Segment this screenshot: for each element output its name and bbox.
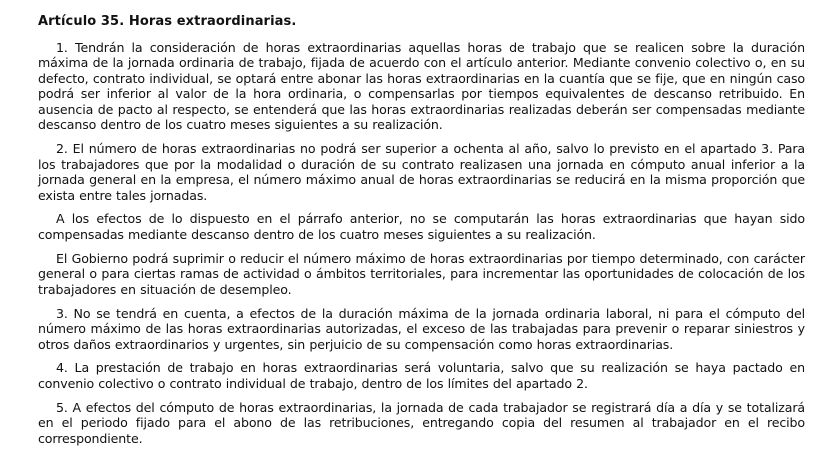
document-body — [38, 14, 805, 454]
paragraph-2-note: A los efectos de lo dispuesto en el párrafo anterior, no se computarán las horas extraordinarias que hayan sido compensadas mediante descanso dentro de los cuatro meses siguientes a su realización. — [38, 211, 805, 242]
paragraph-2-government: El Gobierno podrá suprimir o reducir el número máximo de horas extraordinarias por tiempo determinado, con carácter general o para ciertas ramas de actividad o ámbitos territoriales, para incrementar las oportunidades de colocación de los trabajadores en situación de desempleo. — [38, 250, 805, 297]
paragraph-1: 1. Tendrán la consideración de horas extraordinarias aquellas horas de trabajo que se realicen sobre la duración máxima de la jornada ordinaria de trabajo, fijada de acuerdo con el artículo anterior. Mediante convenio colectivo o, en su defecto, contrato individual, se optará entre abonar las horas extraordinarias en la cuantía que se fije, que en ningún caso podrá ser inferior al valor de la hora ordinaria, o compensarlas por tiempos equivalentes de descanso retribuido. En ausencia de pacto al respecto, se entenderá que las horas extraordinarias realizadas deberán ser compensadas mediante descanso dentro de los cuatro meses siguientes a su realización. — [38, 39, 805, 133]
article-title: Artículo 35. Horas extraordinarias. — [38, 14, 297, 29]
paragraph-5: 5. A efectos del cómputo de horas extraordinarias, la jornada de cada trabajador se registrará día a día y se totalizará en el periodo fijado para el abono de las retribuciones, entregando copia del resumen al trabajador en el recibo correspondiente. — [38, 399, 805, 446]
paragraph-4: 4. La prestación de trabajo en horas extraordinarias será voluntaria, salvo que su realización se haya pactado en convenio colectivo o contrato individual de trabajo, dentro de los límites del apartado 2. — [38, 360, 805, 391]
paragraph-2: 2. El número de horas extraordinarias no podrá ser superior a ochenta al año, salvo lo previsto en el apartado 3. Para los trabajadores que por la modalidad o duración de su contrato realizasen una jornada en cómputo anual inferior a la jornada general en la empresa, el número máximo anual de horas extraordinarias se reducirá en la misma proporción que exista entre tales jornadas. — [38, 141, 805, 203]
paragraph-3: 3. No se tendrá en cuenta, a efectos de la duración máxima de la jornada ordinaria laboral, ni para el cómputo del número máximo de las horas extraordinarias autorizadas, el exceso de las trabajadas para prevenir o reparar siniestros y otros daños extraordinarios y urgentes, sin perjuicio de su compensación como horas extraordinarias. — [38, 305, 805, 352]
